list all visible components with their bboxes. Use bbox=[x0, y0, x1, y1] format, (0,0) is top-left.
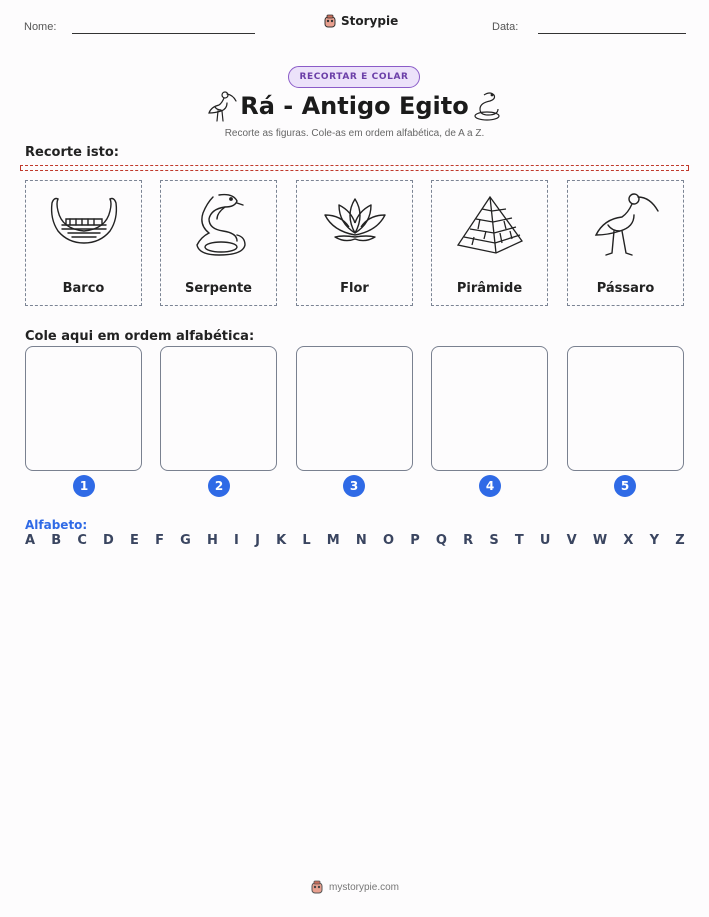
mascot-icon bbox=[310, 880, 324, 894]
slot-number: 4 bbox=[479, 475, 501, 497]
alphabet-heading: Alfabeto: bbox=[25, 518, 88, 532]
alphabet-letter: I bbox=[234, 533, 239, 548]
cut-card[interactable] bbox=[296, 180, 413, 306]
card-label: Flor bbox=[340, 281, 369, 296]
cut-line bbox=[20, 165, 689, 171]
paste-slot[interactable] bbox=[431, 346, 548, 471]
alphabet-letter: R bbox=[463, 533, 474, 548]
lotus-icon bbox=[315, 189, 395, 261]
snake-icon bbox=[470, 89, 504, 123]
activity-badge: RECORTAR E COLAR bbox=[288, 66, 420, 88]
alphabet-letter: C bbox=[77, 533, 87, 548]
ibis-icon bbox=[586, 189, 666, 261]
cut-card[interactable] bbox=[567, 180, 684, 306]
alphabet-letter: H bbox=[206, 533, 218, 548]
boat-icon bbox=[44, 189, 124, 261]
alphabet-letter: L bbox=[302, 533, 311, 548]
footer bbox=[0, 880, 709, 894]
snake-icon bbox=[179, 189, 259, 261]
alphabet-letter: F bbox=[155, 533, 164, 548]
card-label: Pirâmide bbox=[456, 281, 523, 296]
card-label: Barco bbox=[62, 281, 105, 296]
paste-slot[interactable] bbox=[567, 346, 684, 471]
alphabet-letter: M bbox=[326, 533, 340, 548]
alphabet-letter: V bbox=[566, 533, 577, 548]
alphabet-letter: E bbox=[130, 533, 139, 548]
mascot-icon bbox=[323, 14, 337, 28]
alphabet-letter: O bbox=[382, 533, 395, 548]
footer-site: mystorypie.com bbox=[328, 881, 399, 893]
slot-number: 1 bbox=[73, 475, 95, 497]
pyramid-icon bbox=[450, 189, 530, 261]
name-line[interactable] bbox=[72, 33, 255, 34]
alphabet-letter: Q bbox=[435, 533, 447, 548]
date-line[interactable] bbox=[538, 33, 686, 34]
slot-number: 5 bbox=[614, 475, 636, 497]
alphabet-letter: N bbox=[355, 533, 367, 548]
date-label: Data: bbox=[492, 21, 519, 33]
paste-heading: Cole aqui em ordem alfabética: bbox=[25, 329, 255, 344]
alphabet-row bbox=[25, 533, 685, 548]
instructions: Recorte as figuras. Cole-as em ordem alfabética, de A a Z. bbox=[224, 128, 485, 139]
alphabet-letter: Z bbox=[675, 533, 685, 548]
alphabet-letter: X bbox=[623, 533, 634, 548]
card-label: Serpente bbox=[185, 281, 252, 296]
alphabet-letter: T bbox=[514, 533, 524, 548]
alphabet-letter: U bbox=[539, 533, 551, 548]
paste-slot[interactable] bbox=[160, 346, 277, 471]
paste-slot[interactable] bbox=[25, 346, 142, 471]
card-label: Pássaro bbox=[596, 281, 655, 296]
alphabet-letter: B bbox=[51, 533, 62, 548]
alphabet-letter: W bbox=[592, 533, 608, 548]
brand-name: Storypie bbox=[341, 14, 399, 28]
cut-card[interactable] bbox=[160, 180, 277, 306]
alphabet-letter: J bbox=[255, 533, 260, 548]
alphabet-letter: D bbox=[103, 533, 114, 548]
alphabet-letter: S bbox=[489, 533, 499, 548]
cut-card[interactable] bbox=[25, 180, 142, 306]
alphabet-letter: K bbox=[276, 533, 287, 548]
name-label: Nome: bbox=[24, 21, 57, 33]
page-title: Rá - Antigo Egito bbox=[240, 92, 469, 120]
alphabet-letter: Y bbox=[649, 533, 660, 548]
slot-number: 2 bbox=[208, 475, 230, 497]
alphabet-letter: A bbox=[25, 533, 36, 548]
paste-slot[interactable] bbox=[296, 346, 413, 471]
alphabet-letter: P bbox=[410, 533, 420, 548]
alphabet-letter: G bbox=[180, 533, 191, 548]
cut-card[interactable] bbox=[431, 180, 548, 306]
slot-number: 3 bbox=[343, 475, 365, 497]
cut-heading: Recorte isto: bbox=[25, 145, 119, 160]
brand-logo bbox=[323, 14, 398, 28]
